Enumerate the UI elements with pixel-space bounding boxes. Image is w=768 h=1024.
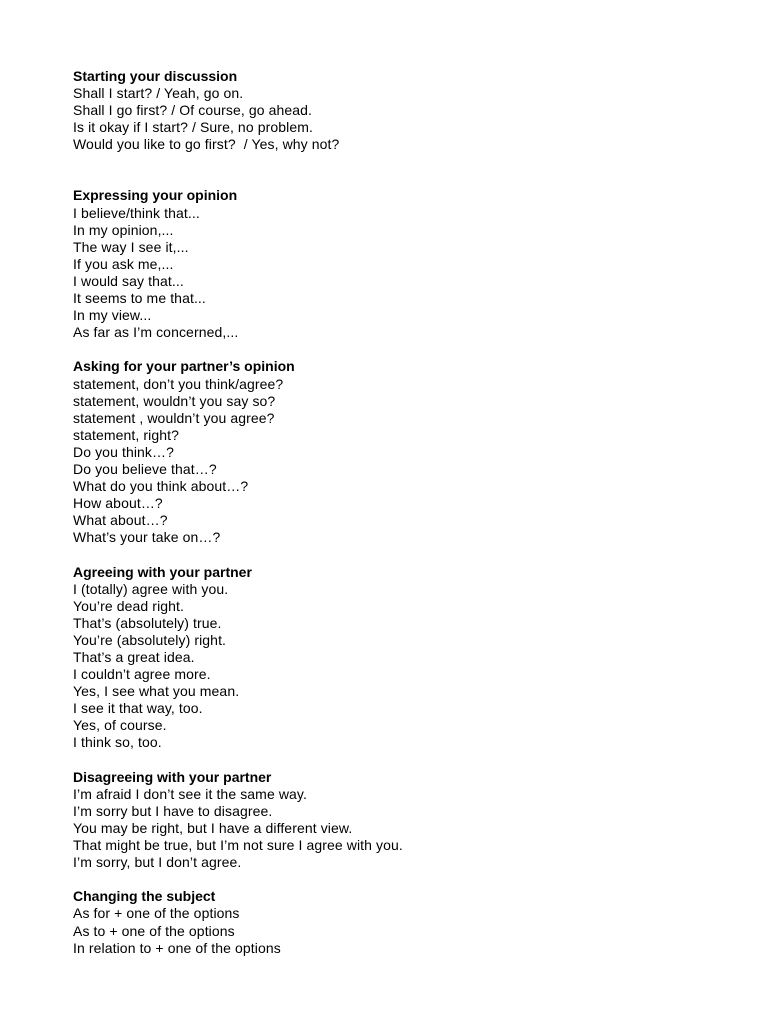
phrase-line: I (totally) agree with you. xyxy=(73,580,229,597)
phrase-line: In my view... xyxy=(73,307,152,324)
section-5 xyxy=(73,769,733,872)
phrase-line: That’s a great idea. xyxy=(73,649,195,665)
phrase-line: Shall I go first? / Of course, go ahead. xyxy=(73,102,313,119)
phrase-line: What do you think about…? xyxy=(73,478,249,495)
phrase-line: As for + one of the options xyxy=(73,905,240,922)
phrase-line: statement , wouldn’t you agree? xyxy=(73,409,275,426)
section-2 xyxy=(73,187,733,341)
phrase-line: I think so, too. xyxy=(73,734,162,751)
section-4 xyxy=(73,564,733,752)
section-heading: Agreeing with your partner xyxy=(73,563,252,580)
phrase-line: It seems to me that... xyxy=(73,290,206,307)
phrase-line: Do you believe that…? xyxy=(73,460,217,477)
phrase-line: I’m sorry, but I don’t agree. xyxy=(73,854,242,871)
phrase-line: statement, don’t you think/agree? xyxy=(73,375,284,392)
phrase-line: I would say that... xyxy=(73,272,184,289)
phrase-line: What about…? xyxy=(73,512,168,529)
section-heading: Asking for your partner’s opinion xyxy=(73,358,295,375)
section-heading: Disagreeing with your partner xyxy=(73,768,272,785)
phrase-line: I see it that way, too. xyxy=(73,700,203,717)
phrase-line: I’m sorry but I have to disagree. xyxy=(73,802,273,819)
section-heading: Starting your discussion xyxy=(73,68,238,84)
phrase-line: In relation to + one of the options xyxy=(73,939,281,956)
phrase-line: In my opinion,... xyxy=(73,221,174,238)
phrase-line: That might be true, but I’m not sure I agree with you. xyxy=(73,837,403,854)
phrase-line: What’s your take on…? xyxy=(73,529,221,546)
phrase-line: You’re (absolutely) right. xyxy=(73,631,227,648)
phrase-line: I’m afraid I don’t see it the same way. xyxy=(73,785,307,802)
phrase-line: I believe/think that... xyxy=(73,204,200,221)
phrase-line: I couldn’t agree more. xyxy=(73,666,211,683)
phrase-line: The way I see it,... xyxy=(73,238,189,255)
phrase-line: You’re dead right. xyxy=(73,597,185,614)
phrase-line: Would you like to go first? / Yes, why not? xyxy=(73,136,340,153)
phrase-line: Is it okay if I start? / Sure, no problem. xyxy=(73,119,313,136)
phrase-line: As to + one of the options xyxy=(73,922,235,939)
phrase-line: Shall I start? / Yeah, go on. xyxy=(73,85,244,102)
phrase-line: statement, right? xyxy=(73,426,179,443)
section-6 xyxy=(73,888,733,956)
section-heading: Expressing your opinion xyxy=(73,187,238,204)
phrase-line: You may be right, but I have a different view. xyxy=(73,819,353,836)
phrase-line: Yes, of course. xyxy=(73,717,167,734)
section-heading: Changing the subject xyxy=(73,888,216,905)
phrase-line: statement, wouldn’t you say so? xyxy=(73,392,276,409)
phrase-line: That’s (absolutely) true. xyxy=(73,614,222,631)
phrase-line: Yes, I see what you mean. xyxy=(73,683,240,700)
phrase-line: If you ask me,... xyxy=(73,255,174,272)
section-3 xyxy=(73,358,733,546)
phrase-line: Do you think…? xyxy=(73,443,175,460)
document-body xyxy=(73,68,733,957)
phrase-line: As far as I’m concerned,... xyxy=(73,324,239,341)
section-1 xyxy=(73,68,733,153)
phrase-line: How about…? xyxy=(73,495,163,512)
